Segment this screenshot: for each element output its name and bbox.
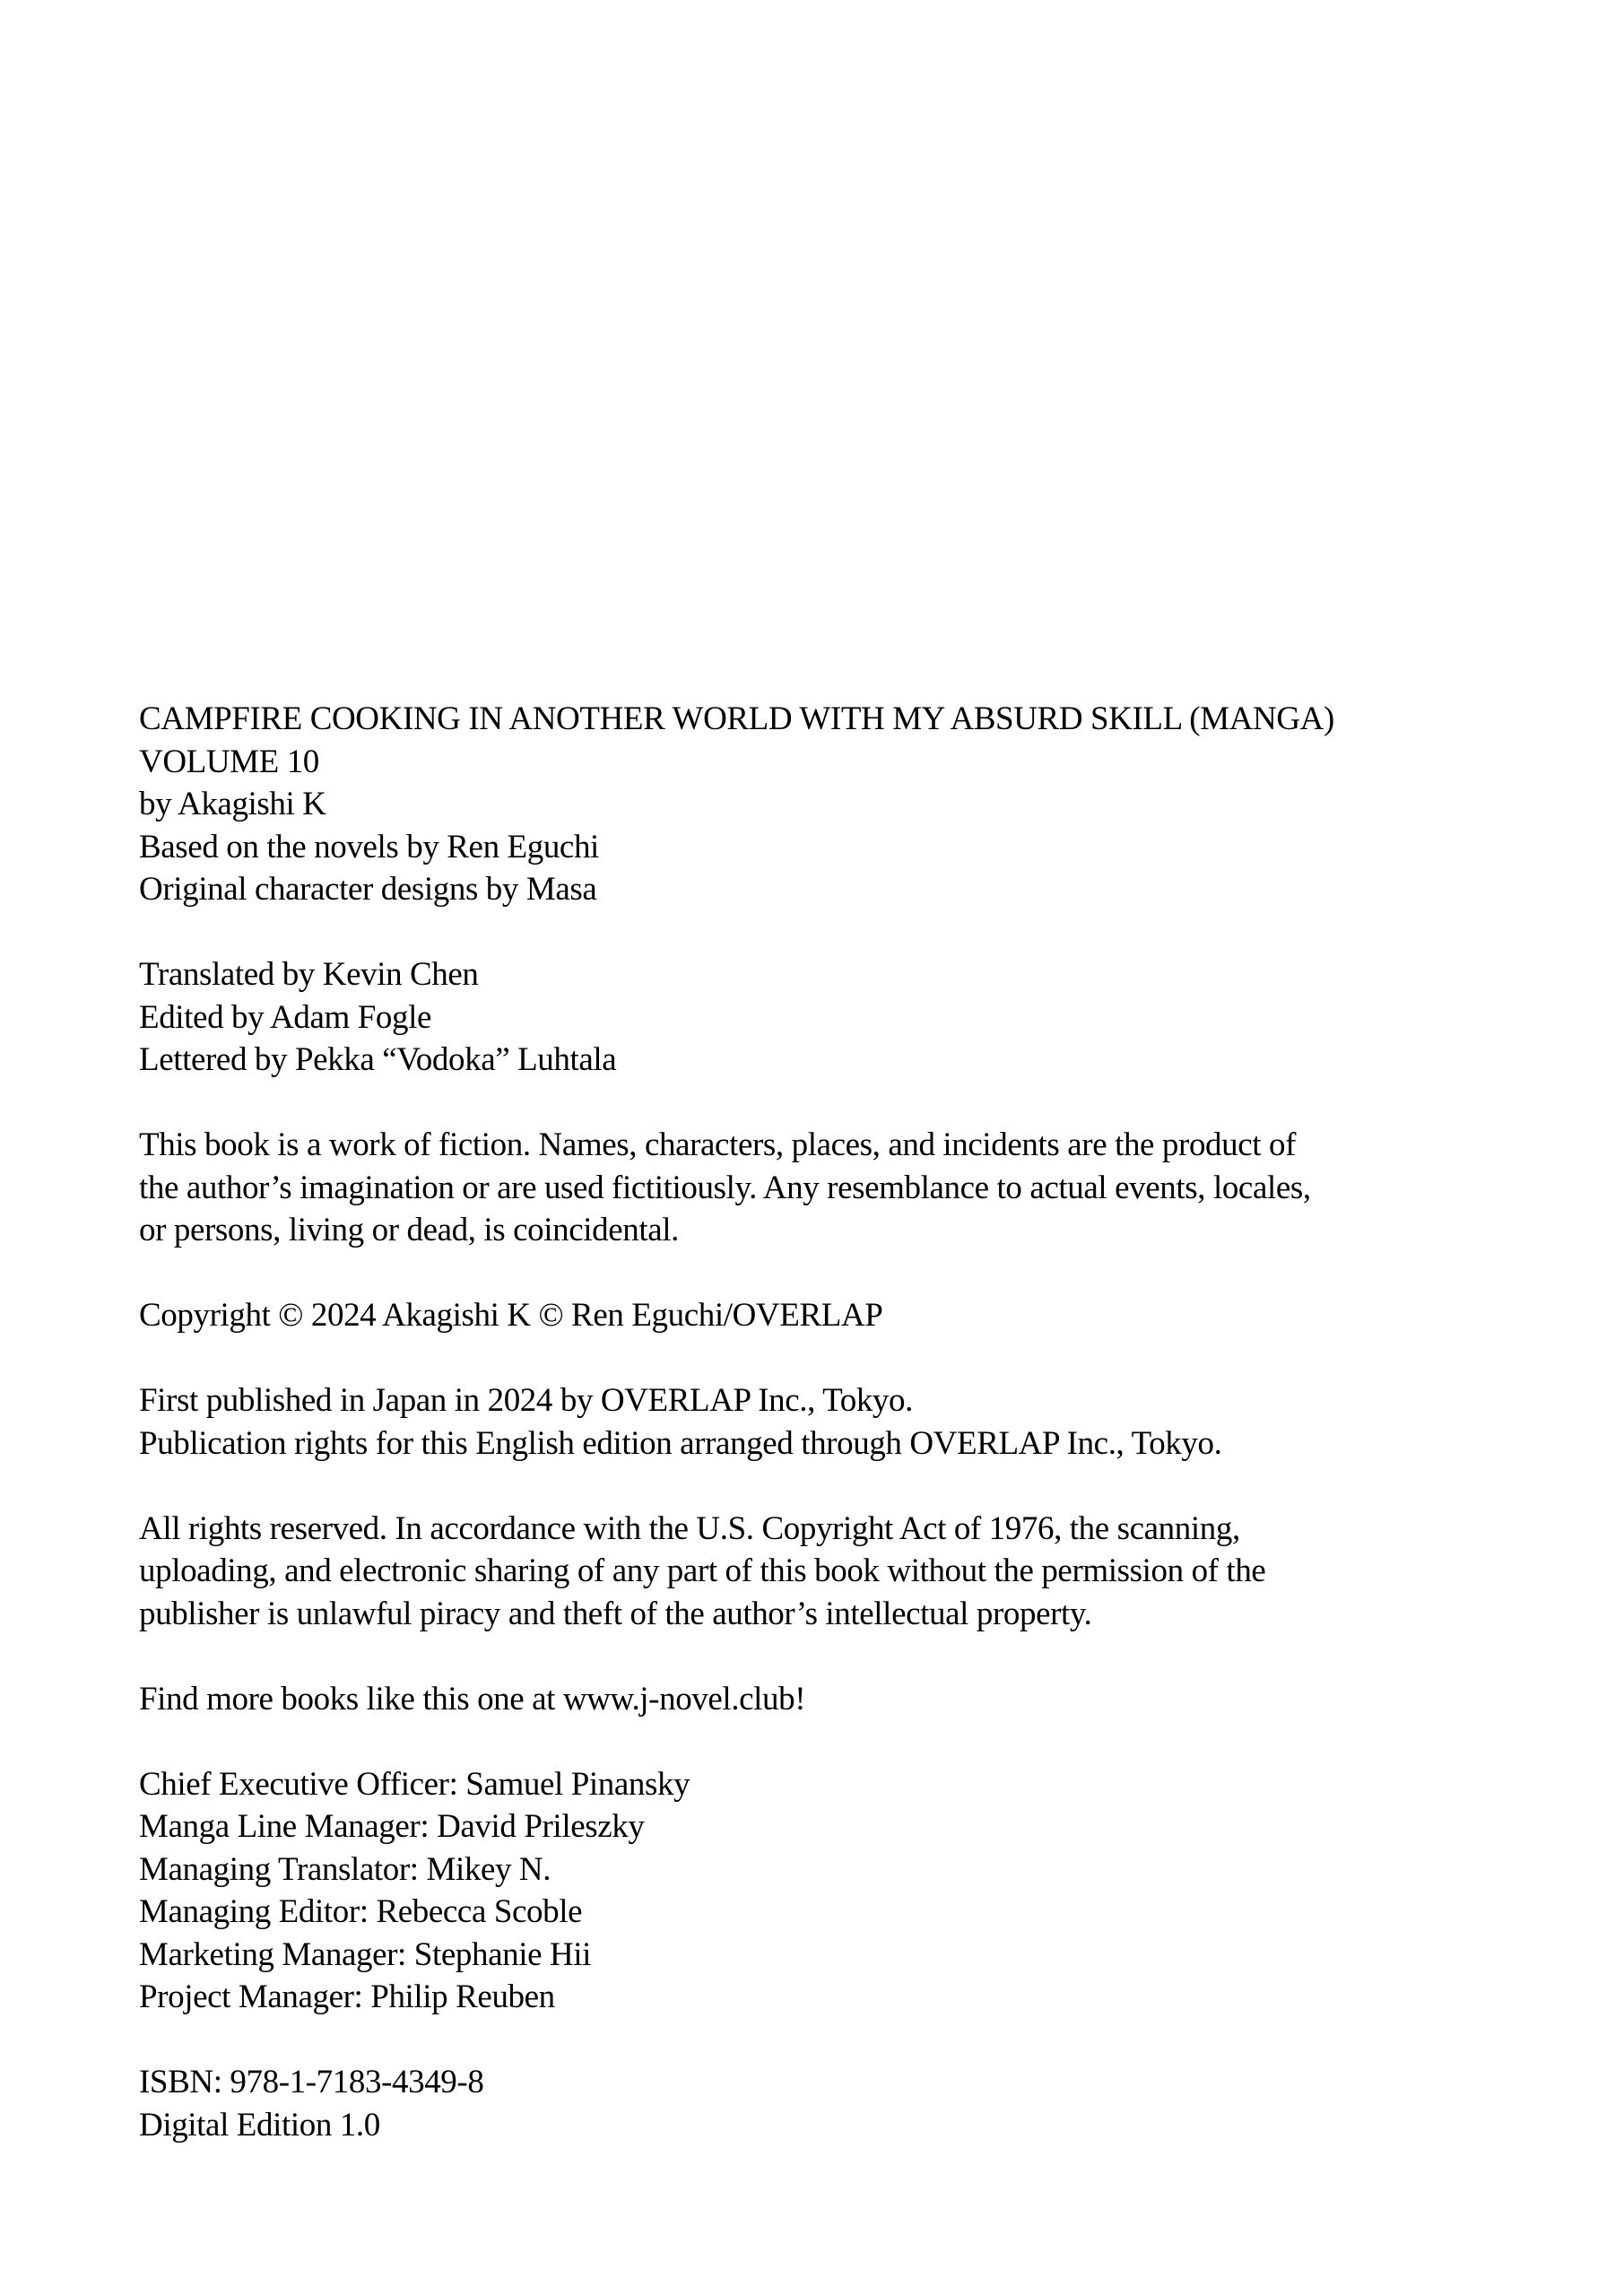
project-manager-credit: Project Manager: Philip Reuben bbox=[139, 1979, 555, 2015]
managing-editor-credit: Managing Editor: Rebecca Scoble bbox=[139, 1893, 583, 1930]
promo-line: Find more books like this one at www.j-novel.club! bbox=[139, 1680, 806, 1718]
rights-line-3: publisher is unlawful piracy and theft of the author’s intellectual property. bbox=[139, 1595, 1092, 1632]
promo-block bbox=[139, 1678, 1475, 1721]
manga-line-manager-credit: Manga Line Manager: David Prileszky bbox=[139, 1808, 645, 1845]
first-published-line: First published in Japan in 2024 by OVERLAP Inc., Tokyo. bbox=[139, 1382, 913, 1419]
copyright-line-block bbox=[139, 1294, 1475, 1337]
localization-credits-block bbox=[139, 953, 1475, 1082]
letterer-credit: Lettered by Pekka “Vodoka” Luhtala bbox=[139, 1041, 617, 1078]
editor-credit: Edited by Adam Fogle bbox=[139, 998, 431, 1036]
digital-edition-line: Digital Edition 1.0 bbox=[139, 2106, 380, 2144]
author-credit: by Akagishi K bbox=[139, 786, 326, 822]
rights-line-1: All rights reserved. In accordance with the U.S. Copyright Act of 1976, the scanning, bbox=[139, 1509, 1240, 1547]
publication-rights-line: Publication rights for this English edition arranged through OVERLAP Inc., Tokyo. bbox=[139, 1424, 1222, 1462]
ceo-credit: Chief Executive Officer: Samuel Pinansky bbox=[139, 1765, 690, 1803]
rights-reserved-block bbox=[139, 1508, 1475, 1636]
translator-credit: Translated by Kevin Chen bbox=[139, 956, 479, 993]
disclaimer-line-2: the author’s imagination or are used fictitiously. Any resemblance to actual events, locales, bbox=[139, 1169, 1311, 1206]
copyright-line: Copyright © 2024 Akagishi K © Ren Eguchi/OVERLAP bbox=[139, 1297, 883, 1334]
novel-credit: Based on the novels by Ren Eguchi bbox=[139, 828, 599, 865]
colophon-text-block bbox=[139, 698, 1475, 2146]
book-title-line-1: CAMPFIRE COOKING IN ANOTHER WORLD WITH MY ABSURD SKILL (MANGA) bbox=[139, 700, 1334, 737]
marketing-manager-credit: Marketing Manager: Stephanie Hii bbox=[139, 1935, 592, 1973]
edition-block bbox=[139, 2061, 1475, 2146]
title-and-author-block bbox=[139, 698, 1475, 911]
managing-translator-credit: Managing Translator: Mikey N. bbox=[139, 1850, 551, 1888]
staff-credits-block bbox=[139, 1763, 1475, 2019]
character-design-credit: Original character designs by Masa bbox=[139, 871, 597, 908]
fiction-disclaimer-block bbox=[139, 1124, 1475, 1252]
isbn-line: ISBN: 978-1-7183-4349-8 bbox=[139, 2064, 484, 2100]
disclaimer-line-1: This book is a work of fiction. Names, characters, places, and incidents are the product of bbox=[139, 1126, 1297, 1163]
rights-line-2: uploading, and electronic sharing of any part of this book without the permission of the bbox=[139, 1552, 1266, 1589]
book-title-line-2: VOLUME 10 bbox=[139, 743, 319, 780]
disclaimer-line-3: or persons, living or dead, is coincidental. bbox=[139, 1212, 680, 1248]
publication-block bbox=[139, 1379, 1475, 1465]
